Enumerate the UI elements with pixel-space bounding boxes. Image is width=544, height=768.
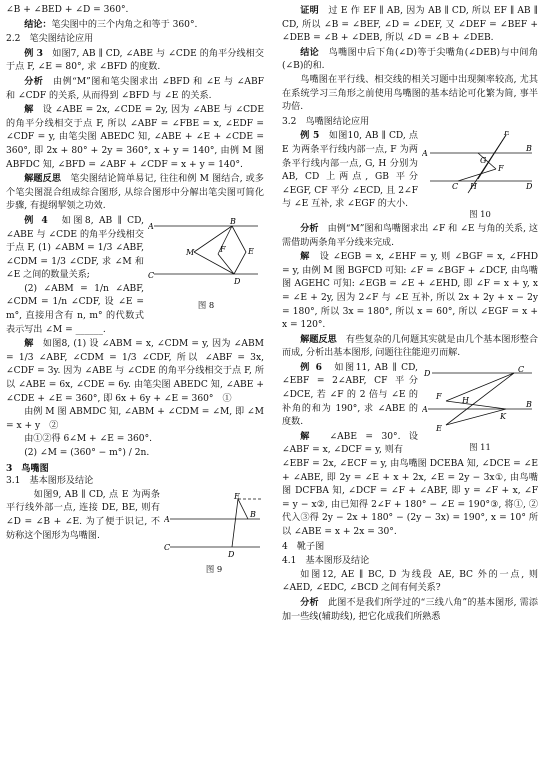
paragraph-text: 笔尖图中的三个内角之和等于 360°. <box>51 19 198 30</box>
example-5-solution <box>282 222 538 361</box>
fig11-label-k: K <box>500 411 506 421</box>
fig10-label-g: G <box>480 156 487 166</box>
paragraph-text: 鸟嘴图中后下角(∠D)等于尖嘴角(∠DEB)与中间角(∠B)的和. <box>282 47 538 72</box>
right3-paragraph-3 <box>282 569 538 596</box>
example-4-label: 例 4 <box>24 214 48 226</box>
example-4 <box>6 214 264 337</box>
paragraph-keyword: 解 <box>24 338 34 350</box>
fig10-label-f: F <box>498 164 504 174</box>
fig11-label-f: F <box>436 391 442 401</box>
fig9-label-d: D <box>228 549 235 559</box>
fig11-label-c: C <box>518 364 525 374</box>
figure-9-diagram <box>164 491 264 559</box>
paragraph-text: 如图8, (1) 设 ∠ABM = x, ∠CDM = y, 因为 ∠ABM = 1/3 ∠ABF, ∠CDM = 1/3 ∠CDF, 所以 ∠ABF = 3x, ∠CDF = 3y. 因为 ∠ABE 与 ∠CDE 的角平分线相交于点 F, 所以 ∠ABE = 6x, ∠CDE = 6y. 由笔尖图 ABEDC 知, ∠ABE + ∠CDE + ∠E = 360°, 即 6x + 6y + ∠E = 360° ① <box>6 339 264 404</box>
right3-paragraph-1 <box>282 541 538 555</box>
fig8-label-m: M <box>186 247 195 257</box>
paragraph-text: 鸟嘴图在平行线、相交线的相关习题中出现频率较高, 尤其在系统学习三角形之前使用鸟嘴图的基本结论可化繁为简, 事半功倍. <box>282 74 538 113</box>
paragraph-text: 如图12, AE ∥ BC, D 为线段 AE, BC 外的一点, 则 ∠AED, ∠EDC, ∠BCD 之间有何关系? <box>282 569 538 594</box>
paragraph-keyword: 例 3 <box>24 47 43 59</box>
section-3-heading: 3 鸟嘴图 <box>6 462 49 474</box>
paragraph-text: ∠EBF = 2x, ∠ECF = y, 由鸟嘴图 DCEBA 知, ∠DCE = ∠E + ∠ABE, 即 2y = ∠E + x + 2x, ∠E = 2y − 3x①, 由鸟嘴图 DCFBA 知, ∠DCF = ∠F + ∠ABF, 即 y = ∠F + x, ∠F = y − x②, 由已知得 2∠F + 180° − ∠E = 190°③, 将①, ②代入③得 2y − 2x + 180° − (2y − 3x) = 190°, x = 10° 所以 ∠ABE = x + 2x = 30°. <box>282 459 538 537</box>
fig8-label-f: F <box>220 244 226 254</box>
figure-11-diagram <box>422 363 538 437</box>
paragraph-text: 4.1 基本图形及结论 <box>282 556 370 567</box>
fig9-label-a: A <box>164 514 170 524</box>
paragraph-text: ∠B + ∠BED + ∠D = 360°. <box>6 5 129 15</box>
paragraph-keyword: 结论 <box>300 46 320 58</box>
right-paragraph-0 <box>282 4 538 46</box>
paragraph-text: 笔尖图结论简单易记, 往往和例 M 图结合, 或多个笔尖图混合组成综合图形, 从综合图形中分解出笔尖图可简化步骤, 有提纲挈领之功效. <box>6 174 264 212</box>
paragraph-text: 由例“M”图和鸟嘴图求出 ∠F 和 ∠E 与角的关系, 这需借助两条角平分线来完成. <box>282 223 538 248</box>
example-6-solution <box>282 458 538 624</box>
fig11-label-a: A <box>422 404 428 414</box>
example-6-body: 如图11, AB ∥ CD, ∠EBF = 2∠ABF, CF 平分 ∠DCE, 若 ∠F 的 2 倍与 ∠E 的补角的和为 190°, 求 ∠ABE 的度数. <box>282 362 418 428</box>
figure-10-diagram <box>422 131 538 203</box>
left-paragraph-6 <box>6 172 264 214</box>
figure-8-diagram <box>148 216 264 294</box>
right3-paragraph-2 <box>282 555 538 569</box>
paragraph-keyword: 分析 <box>300 596 319 608</box>
fig11-label-h: H <box>462 395 469 405</box>
paragraph-text: 如图7, AB ∥ CD, ∠ABE 与 ∠CDE 的角平分线相交于点 F, ∠E = 80°, 求 ∠BFD 的度数. <box>6 48 264 73</box>
paragraph-text: 由例“M”图和笔尖图求出 ∠BFD 和 ∠E 与 ∠ABF 和 ∠CDF 的关系, 从而得到 ∠BFD 与 ∠E 的关系. <box>6 76 264 101</box>
paragraph-keyword: 结论： <box>24 18 52 30</box>
fig10-label-c: C <box>452 182 459 192</box>
left-paragraph-0 <box>6 4 264 18</box>
paragraph-keyword: 解 <box>24 104 34 116</box>
left-paragraph-3 <box>6 47 264 75</box>
paragraph-text: 过 E 作 EF ∥ AB, 因为 AB ∥ CD, 所以 EF ∥ AB ∥ CD, 所以 ∠B = ∠BEF, ∠D = ∠DEF, 又 ∠DEF = ∠BEF + ∠DEB = ∠B + ∠DEB, 所以 ∠D = ∠B + ∠DEB. <box>282 6 538 44</box>
example-5 <box>282 129 538 222</box>
fig10-label-e: E <box>504 131 510 138</box>
figure-10 <box>422 131 538 220</box>
example-6-label: 例 6 <box>300 361 323 373</box>
example-6-solution-body: ∠ABE = 30°. 设 ∠ABF = x, ∠DCF = y, 则有 <box>282 431 418 456</box>
figure-11-caption: 图 11 <box>469 442 491 453</box>
paragraph-text: 4 靴子图 <box>282 541 325 552</box>
fig10-label-h: H <box>470 182 477 192</box>
fig8-label-e: E <box>248 246 254 256</box>
right2-paragraph-2 <box>282 333 538 361</box>
fig9-label-c: C <box>164 542 171 552</box>
example-4-part1: 如图8, AB ∥ CD, ∠ABE 与 ∠CDE 的角平分线相交于点 F, (1) ∠ABM = 1/3 ∠ABF, ∠CDM = 1/3 ∠CDF, 求 ∠M 和 ∠E 之间的数量关系; <box>6 215 144 281</box>
paragraph-text: 2.2 笔尖图结论应用 <box>6 34 94 45</box>
figure-9-caption: 图 9 <box>205 564 223 575</box>
fig8-label-b: B <box>230 216 236 226</box>
figure-9 <box>164 491 264 576</box>
right-paragraph-1 <box>282 46 538 74</box>
figure-8-caption: 图 8 <box>197 299 215 310</box>
paragraph-keyword: 分析 <box>300 222 319 234</box>
left-paragraph-2 <box>6 33 264 47</box>
paragraph-text: (2) ∠M = (360° − m°) / 2n. <box>24 448 150 458</box>
paragraph-keyword: 解 <box>300 251 310 263</box>
right-column <box>282 4 538 624</box>
figure-11 <box>422 363 538 454</box>
ex4sol-paragraph-0 <box>6 337 264 406</box>
right-paragraphs <box>282 4 538 129</box>
fig11-label-e: E <box>436 423 442 433</box>
left-paragraph-4 <box>6 75 264 103</box>
paragraph-keyword: 解题反思 <box>300 333 337 345</box>
figure-9-text: 如图9, AB ∥ CD, 点 E 为两条平行线外部一点, 连接 DE, BE, 则有 ∠D = ∠B + ∠E. 为了便于识记, 不妨称这个图形为鸟嘴图. <box>6 489 160 541</box>
figure-10-caption: 图 10 <box>469 208 491 219</box>
paragraph-keyword: 证明 <box>300 5 319 16</box>
fig9-label-b: B <box>250 509 256 519</box>
fig8-label-c: C <box>148 270 155 280</box>
figure-9-block <box>6 489 264 578</box>
paragraph-keyword: 解题反思 <box>24 173 62 185</box>
paragraph-text: 3.2 鸟嘴图结论应用 <box>282 116 370 127</box>
right-paragraph-3 <box>282 116 538 130</box>
section-3-1-heading: 3.1 基本图形及结论 <box>6 476 94 487</box>
paragraph-text: 此图不是我们所学过的“三线八角”的基本图形, 需添加一些线(辅助线), 把它化成我们所熟悉 <box>282 597 538 622</box>
paragraph-text: 由例 M 图 ABMDC 知, ∠ABM + ∠CDM = ∠M, 即 ∠M = x + y ② <box>6 407 264 431</box>
paragraph-text: 设 ∠ABE = 2x, ∠CDE = 2y, 因为 ∠ABE 与 ∠CDE 的角平分线相交于点 F, 所以 ∠ABF = ∠FBE = x, ∠EDF = ∠CDF = y, 由笔尖图 ABEDC 知, ∠ABE + ∠E + ∠CDE = 360°, 即 2x + 80° + 2y = 360°, x + y = 140°, 由例 M 图 ABFDC 知, ∠BFD = ∠ABF + ∠CDF = x + y = 140°. <box>6 105 264 170</box>
right2-paragraph-0 <box>282 222 538 250</box>
right2-paragraph-1 <box>282 250 538 333</box>
left-paragraph-5 <box>6 103 264 172</box>
example-4-solution <box>6 337 264 460</box>
ex4sol-paragraph-2 <box>6 433 264 447</box>
right-paragraph-2 <box>282 74 538 115</box>
paragraph-text: 有些复杂的几何题其实就是由几个基本图形整合而成, 分析出基本图形, 问题往往能迎刃而解. <box>282 334 538 359</box>
ex4sol-paragraph-3 <box>6 447 264 461</box>
ex4sol-paragraph-1 <box>6 406 264 433</box>
example-6 <box>282 361 538 458</box>
left-paragraph-1 <box>6 18 264 33</box>
fig8-label-a: A <box>148 221 154 231</box>
paragraph-text: 设 ∠EGB = x, ∠EHF = y, 则 ∠BGF = x, ∠FHD = y, 由例 M 图 BGFCD 可知: ∠F = ∠BGF + ∠DCF, 由鸟嘴图 AGEHC 可知: ∠EGB = ∠E + ∠EHD, 即 ∠F = x + y, x = ∠E + 2y, 因为 2∠F 与 ∠E 互补, 所以 2x + 2y + x − 2y = 180°, 所以 3x = 180°, 所以 x = 60°, 所以 ∠EGF = x + x = 120°. <box>282 252 538 331</box>
left-column <box>6 4 264 577</box>
fig10-label-d: D <box>526 182 533 192</box>
figure-8 <box>148 216 264 311</box>
fig11-label-b: B <box>526 399 532 409</box>
fig9-label-e: E <box>234 491 240 501</box>
fig8-label-d: D <box>234 276 241 286</box>
paragraph-text: 由①②得 6∠M + ∠E = 360°. <box>24 434 153 445</box>
example-5-label: 例 5 <box>300 130 320 142</box>
fig10-label-b: B <box>526 144 532 154</box>
example-4-part2: (2) ∠ABM = 1/n ∠ABF, ∠CDM = 1/n ∠CDF, 设 ∠E = m°, 直接用含有 n, m° 的代数式表示写出 ∠M = ______. <box>6 283 144 335</box>
paragraph-keyword: 分析 <box>24 75 44 87</box>
right3-paragraph-4 <box>282 596 538 624</box>
fig11-label-d: D <box>424 368 431 378</box>
right3-paragraph-0 <box>282 458 538 540</box>
left-paragraphs <box>6 4 264 214</box>
solution-label: 解 <box>300 430 315 442</box>
fig10-label-a: A <box>422 149 428 159</box>
example-5-body: 如图10, AB ∥ CD, 点 E 为两条平行线内部一点, F 为两条平行线内部一点, G, H 分别为 AB, CD 上两点, GB 平分 ∠EGF, CF 平分 ∠ECD, 且 2∠F 与 ∠E 互补, 求 ∠EGF 的大小. <box>282 131 418 210</box>
